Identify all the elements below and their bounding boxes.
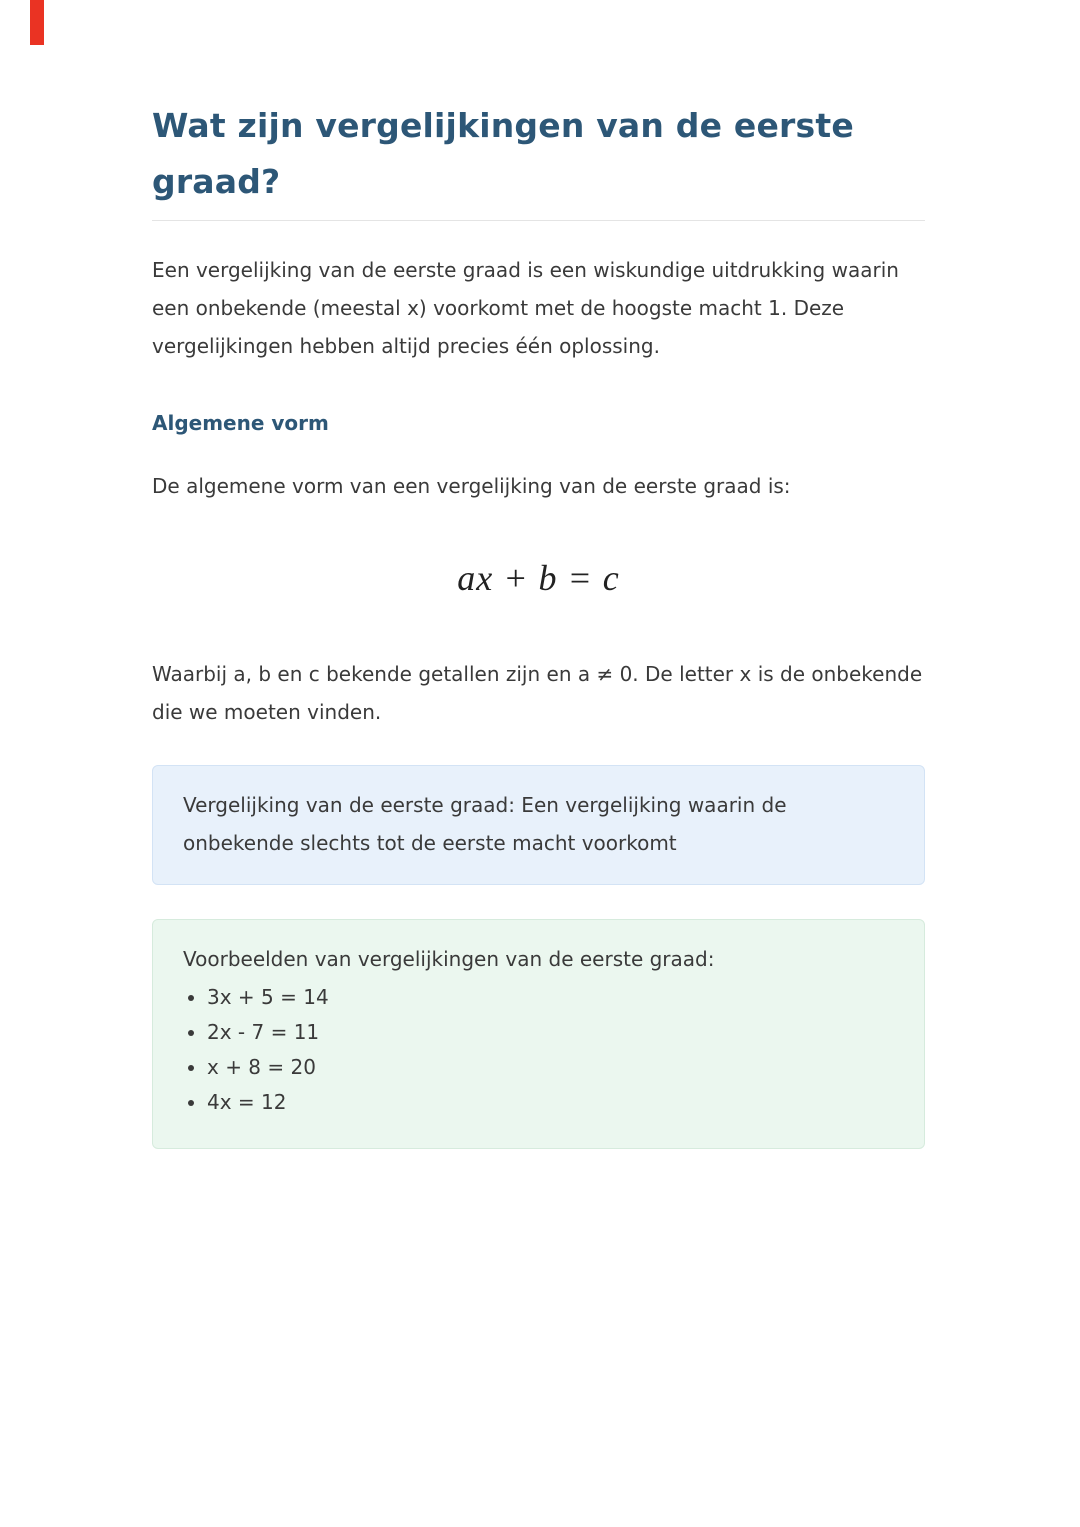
formula-block — [152, 557, 925, 599]
definition-callout — [152, 765, 925, 885]
title-divider — [152, 220, 925, 221]
math-formula: ax + b = c — [457, 558, 620, 598]
page-title: Wat zijn vergelijkingen van de eerste graad? — [152, 106, 854, 201]
definition-text: Vergelijking van de eerste graad: Een vergelijking waarin de onbekende slechts tot de eerste macht voorkomt — [183, 793, 787, 855]
examples-list — [183, 980, 894, 1120]
example-item: • 3x + 5 = 14 — [207, 980, 894, 1015]
example-item: • 2x - 7 = 11 — [207, 1015, 894, 1050]
page-corner-accent — [30, 0, 44, 45]
explanation-paragraph: Waarbij a, b en c bekende getallen zijn en a ≠ 0. De letter x is de onbekende die we moeten vinden. — [152, 662, 923, 724]
examples-callout — [152, 919, 925, 1149]
example-item: • 4x = 12 — [207, 1085, 894, 1120]
section-heading-algemene-vorm: Algemene vorm — [152, 411, 329, 435]
example-item: • x + 8 = 20 — [207, 1050, 894, 1085]
lead-paragraph: De algemene vorm van een vergelijking van de eerste graad is: — [152, 474, 791, 498]
examples-title: Voorbeelden van vergelijkingen van de eerste graad: — [183, 947, 715, 971]
intro-paragraph: Een vergelijking van de eerste graad is een wiskundige uitdrukking waarin een onbekende (meestal x) voorkomt met de hoogste macht 1. Deze vergelijkingen hebben altijd precies één oplossing. — [152, 258, 899, 358]
article — [152, 0, 925, 1149]
